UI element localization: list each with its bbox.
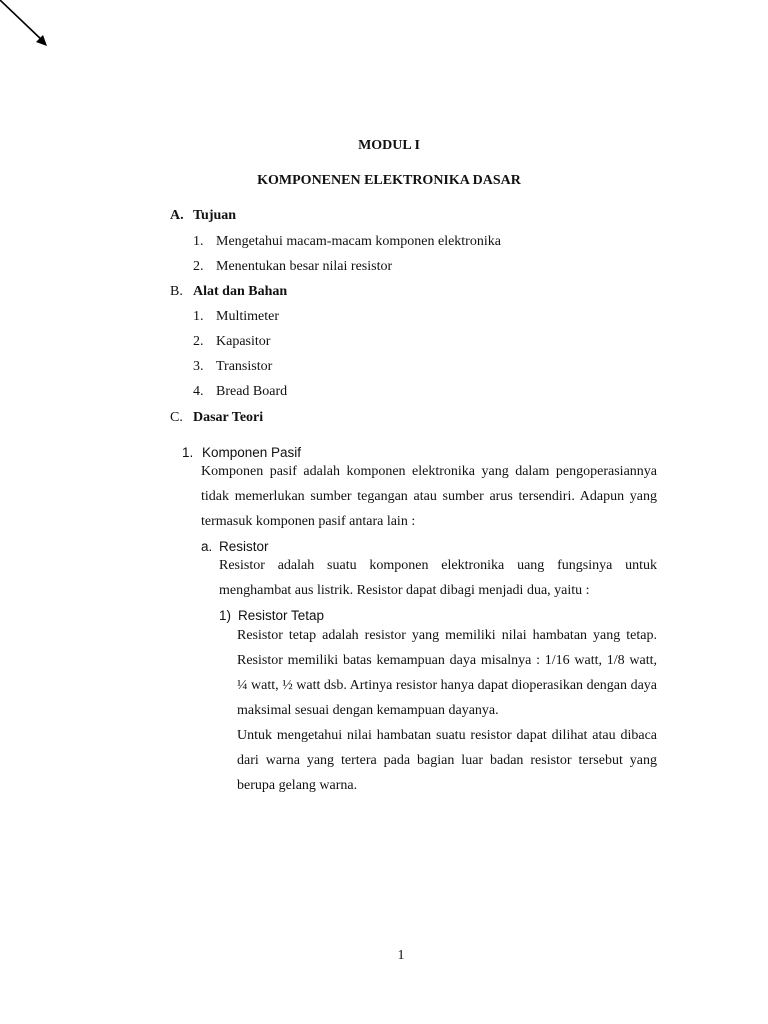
paragraph-text: Komponen pasif adalah komponen elektronika yang dalam pengoperasiannya tidak memerlukan sumber tegangan atau sumber arus tersendiri. Adapun yang termasuk komponen pasif antara lain : bbox=[201, 464, 657, 529]
page-title: MODUL I bbox=[358, 138, 420, 153]
list-item-number: 1. bbox=[193, 309, 204, 324]
sub-sub-item-paragraph bbox=[237, 623, 657, 798]
list-item-number: 2. bbox=[193, 334, 204, 349]
list-item: Transistor bbox=[216, 359, 273, 374]
list-item: Kapasitor bbox=[216, 334, 271, 349]
list-item-number: 1. bbox=[193, 234, 204, 249]
page-number: 1 bbox=[397, 948, 405, 963]
list-item: Menentukan besar nilai resistor bbox=[216, 259, 393, 274]
paragraph-text: Untuk mengetahui nilai hambatan suatu resistor dapat dilihat atau dibaca dari warna yang tertera pada bagian luar badan resistor tersebut yang berupa gelang warna. bbox=[237, 728, 657, 793]
sub-item-marker: a. bbox=[201, 539, 213, 554]
sub-item-title: Resistor bbox=[219, 539, 269, 554]
sub-sub-item-title: Resistor Tetap bbox=[238, 608, 325, 623]
section-b-heading: Alat dan Bahan bbox=[193, 284, 288, 299]
theory-item-number: 1. bbox=[182, 445, 194, 460]
theory-item-paragraph bbox=[201, 459, 657, 534]
list-item-number: 2. bbox=[193, 259, 204, 274]
sub-item-paragraph bbox=[219, 553, 657, 603]
list-item: Multimeter bbox=[216, 309, 279, 324]
page-subtitle: KOMPONENEN ELEKTRONIKA DASAR bbox=[257, 173, 521, 188]
paragraph-text: Resistor tetap adalah resistor yang memiliki nilai hambatan yang tetap. Resistor memiliki batas kemampuan daya misalnya : 1/16 watt, 1/8 watt, ¼ watt, ½ watt dsb. Artinya resistor hanya dapat dioperasikan dengan daya maksimal sesuai dengan kemampuan dayanya. bbox=[237, 628, 657, 718]
list-item-number: 3. bbox=[193, 359, 204, 374]
section-c-heading: Dasar Teori bbox=[193, 410, 264, 425]
arrow-icon bbox=[0, 0, 60, 60]
sub-sub-item-marker: 1) bbox=[219, 608, 232, 623]
list-item: Bread Board bbox=[216, 384, 288, 399]
list-item-number: 4. bbox=[193, 384, 204, 399]
section-a-heading: Tujuan bbox=[193, 208, 237, 223]
list-item: Mengetahui macam-macam komponen elektronika bbox=[216, 234, 501, 249]
section-c-marker: C. bbox=[170, 410, 183, 425]
theory-item-title: Komponen Pasif bbox=[202, 445, 302, 460]
section-a-marker: A. bbox=[170, 208, 184, 223]
section-b-marker: B. bbox=[170, 284, 183, 299]
paragraph-text: Resistor adalah suatu komponen elektronika uang fungsinya untuk menghambat aus listrik. Resistor dapat dibagi menjadi dua, yaitu : bbox=[219, 558, 657, 598]
